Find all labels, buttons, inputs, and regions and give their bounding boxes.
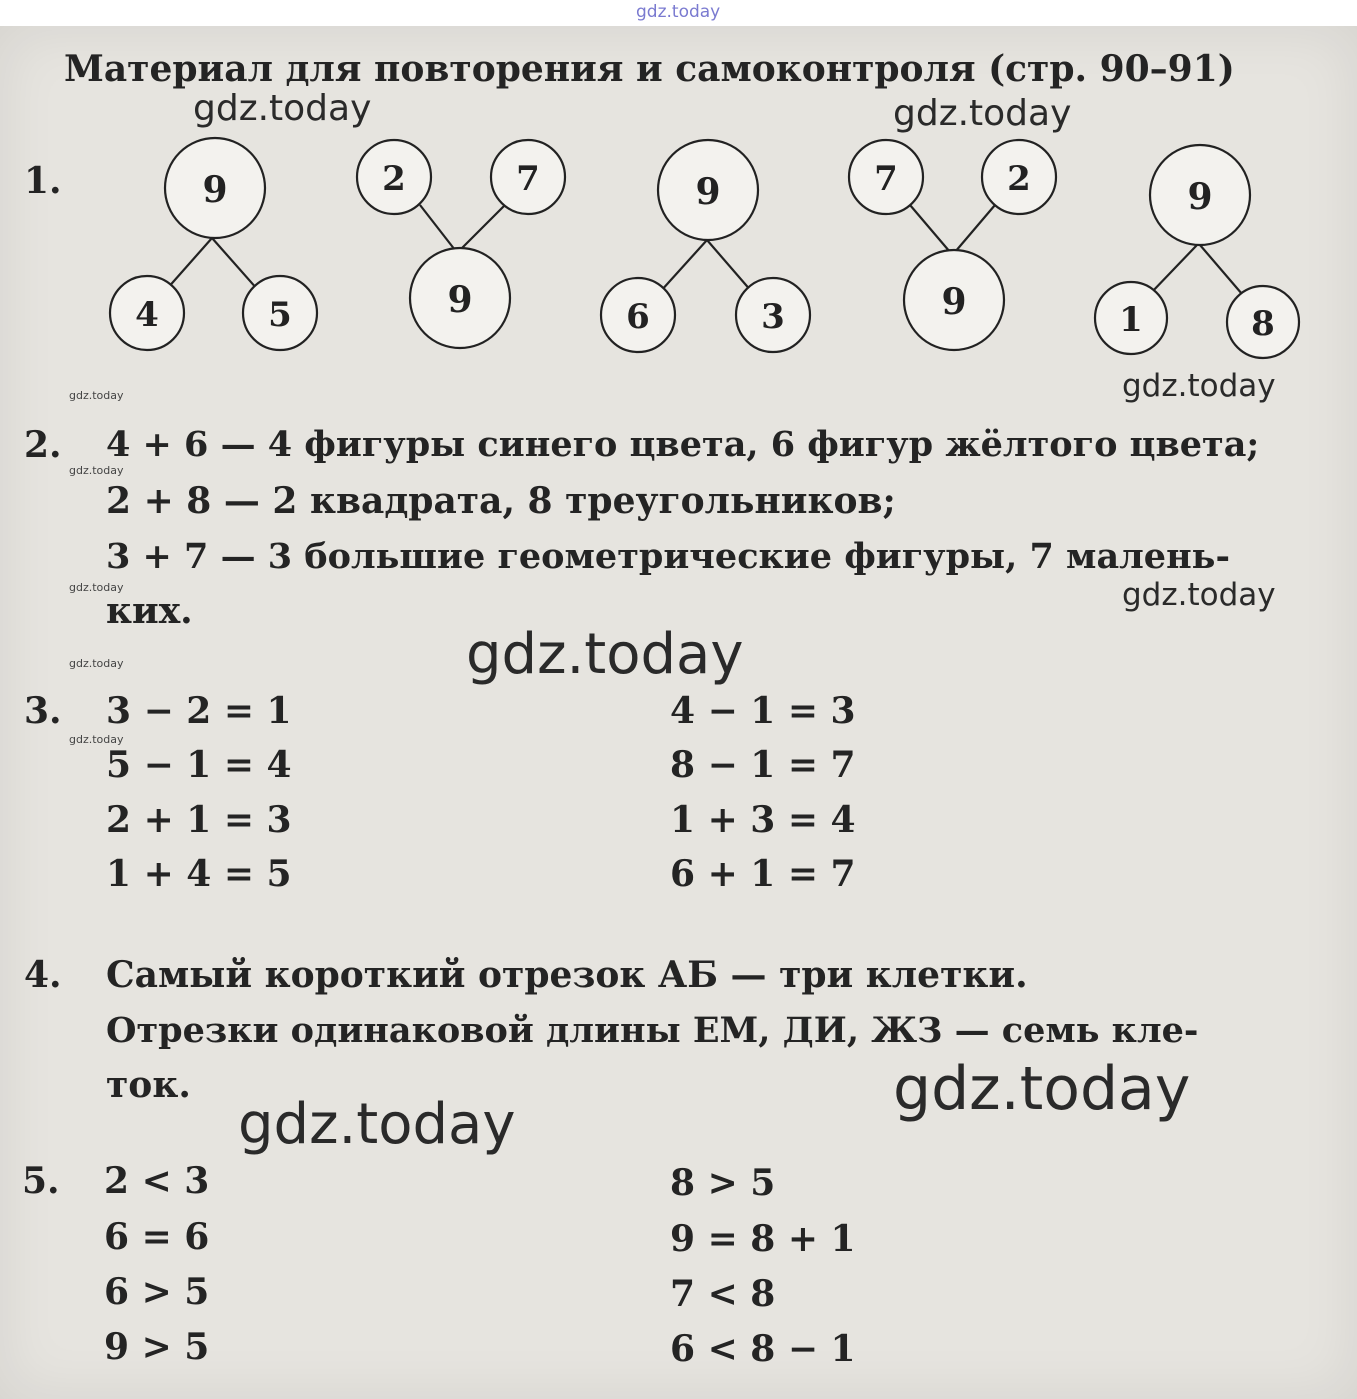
watermark-small: gdz.today — [69, 389, 124, 402]
node-value: 4 — [135, 295, 159, 335]
watermark-small: gdz.today — [69, 581, 124, 594]
node-value: 9 — [447, 279, 473, 321]
node-value: 3 — [761, 297, 785, 337]
node-value: 9 — [1187, 176, 1213, 218]
watermark-small: gdz.today — [69, 657, 124, 670]
page-title: Материал для повторения и самоконтроля (стр. 90–91) — [64, 48, 1235, 90]
section-1-number: 1. — [24, 160, 62, 202]
node-value: 5 — [268, 295, 292, 335]
section-4-line-2: Отрезки одинаковой длины ЕМ, ДИ, ЖЗ — семь кле- — [106, 1010, 1199, 1051]
section-2-number: 2. — [24, 424, 62, 466]
watermark: gdz.today — [466, 622, 744, 687]
node-value: 9 — [941, 281, 967, 323]
watermark-small: gdz.today — [69, 464, 124, 477]
watermark: gdz.today — [893, 93, 1072, 134]
section-3-left-1: 3 − 2 = 1 — [106, 690, 292, 732]
section-3-left-4: 1 + 4 = 5 — [106, 853, 292, 895]
node-value: 6 — [626, 297, 650, 337]
section-5-right-3: 7 < 8 — [670, 1273, 776, 1315]
section-3-left-3: 2 + 1 = 3 — [106, 799, 292, 841]
section-5-right-1: 8 > 5 — [670, 1162, 776, 1204]
section-5-right-4: 6 < 8 − 1 — [670, 1328, 856, 1370]
section-3-right-1: 4 − 1 = 3 — [670, 690, 856, 732]
number-tree-3 — [601, 140, 810, 352]
number-tree-5 — [1095, 145, 1299, 358]
section-5-left-1: 2 < 3 — [104, 1160, 210, 1202]
section-2-line-1: 4 + 6 — 4 фигуры синего цвета, 6 фигур жёлтого цвета; — [106, 424, 1260, 465]
watermark: gdz.today — [1122, 577, 1276, 613]
watermark-top: gdz.today — [636, 2, 721, 22]
node-value: 9 — [202, 169, 228, 211]
section-5-number: 5. — [22, 1160, 60, 1202]
section-2-line-2: 2 + 8 — 2 квадрата, 8 треугольников; — [106, 480, 896, 522]
section-4-line-1: Самый короткий отрезок АБ — три клетки. — [106, 954, 1028, 996]
node-value: 2 — [1007, 159, 1031, 199]
watermark: gdz.today — [893, 1054, 1191, 1124]
number-tree-4 — [849, 140, 1056, 350]
number-tree-2 — [357, 140, 565, 348]
section-5-left-2: 6 = 6 — [104, 1216, 210, 1258]
section-2-line-4: ких. — [106, 590, 193, 632]
section-3-right-2: 8 − 1 = 7 — [670, 744, 856, 786]
node-value: 9 — [695, 171, 721, 213]
section-5-left-3: 6 > 5 — [104, 1271, 210, 1313]
number-tree-1 — [110, 138, 317, 350]
node-value: 8 — [1251, 304, 1275, 344]
watermark-small: gdz.today — [69, 733, 124, 746]
section-5-right-2: 9 = 8 + 1 — [670, 1218, 856, 1260]
section-3-left-2: 5 − 1 = 4 — [106, 744, 292, 786]
section-5-left-4: 9 > 5 — [104, 1326, 210, 1368]
node-value: 2 — [382, 159, 406, 199]
section-3-number: 3. — [24, 690, 62, 732]
watermark: gdz.today — [1122, 368, 1276, 404]
section-4-line-3: ток. — [106, 1064, 191, 1106]
section-3-right-4: 6 + 1 = 7 — [670, 853, 856, 895]
section-4-number: 4. — [24, 954, 62, 996]
section-2-line-3: 3 + 7 — 3 большие геометрические фигуры, 7 малень- — [106, 536, 1230, 577]
node-value: 7 — [516, 159, 540, 199]
watermark: gdz.today — [193, 88, 372, 129]
node-value: 1 — [1119, 300, 1143, 340]
watermark: gdz.today — [238, 1092, 516, 1157]
node-value: 7 — [874, 159, 898, 199]
section-3-right-3: 1 + 3 = 4 — [670, 799, 856, 841]
